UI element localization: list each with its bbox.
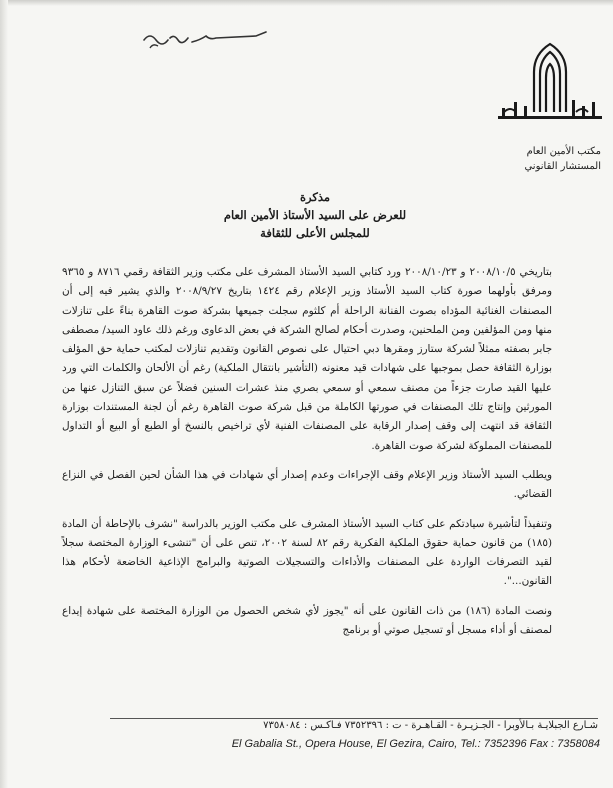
memo-recipient: للعرض على السيد الأستاذ الأمين العام (223, 208, 407, 222)
office-line-1: مكتب الأمين العام (526, 146, 601, 157)
footer-address-english: El Gabalia St., Opera House, El Gezira, Cairo, Tel.: 7352396 Fax : 7358084 (231, 738, 600, 750)
handwritten-note (140, 26, 270, 56)
paragraph-3: وتنفيذاً لتأشيرة سيادتكم على كتاب السيد الأستاذ المشرف على مكتب الوزير بالدراسة "نشرف بالإحاطة أن المادة (١٨٥) من قانون حماية حقوق الملكية الفكرية رقم ٨٢ لسنة ٢٠٠٢، تنص على أن "تنشىء الوزارة المختصة سجلاً لقيد التصرفات الواردة على المصنفات والأداءات والتسجيلات الصوتية والبرامج الإذاعية الخاضعة لأحكام هذا القانون...". (62, 517, 552, 588)
scan-edge-top (0, 0, 613, 6)
footer-address-arabic: شـارع الجبلايـة بـالأوبرا - الجـزيـرة - القـاهـرة - ت : ٧٣٥٢٣٩٦ فـاكـس : ٧٣٥٨٠٨٤ (263, 720, 598, 731)
office-line-2: المستشار القانوني (524, 161, 601, 172)
supreme-council-logo (494, 40, 606, 140)
office-header (471, 144, 601, 174)
memo-body (62, 263, 552, 640)
memo-title: مذكرة (299, 190, 331, 204)
paragraph-1: بتاريخي ٢٠٠٨/١٠/٥ و ٢٠٠٨/١٠/٢٣ ورد كتابي السيد الأستاذ المشرف على مكتب وزير الثقافة رقمي ٨٧١٦ و ٩٣٦٥ ومرفق بأولهما صورة كتاب السيد الأستاذ وزير الإعلام رقم ١٤٢٤ بتاريخ ٢٠٠٨/٩/٢٧ والذي يشير فيه إلى أن المصنفات الغنائية المؤداه بصوت الفنانة الراحلة أم كلثوم سجلت جميعها بشركة صوت القاهرة بناءً على تنازلات منها ومن المؤلفين ومن الملحنين، وصدرت أحكام لصالح الشركة في بعض الدعاوى ورغم ذلك عاود السيد/ مصطفى جابر بصفته ممثلاً لشركة ستارز ومقرها دبي احتيال على نصوص القانون وتقديم تنازلات لمكتب حماية حق المؤلف بوزارة الثقافة حصل بموجبها على شهادات قيد معنونه (التأشير بانتقال الملكية) رغم أن الألحان والكلمات التي ورد عليها القيد صارت جزءاً من مصنف سمعي أو سمعي بصري منذ عشرات السنين فضلاً عن سبق التنازل عنها من المورثين وإنتاج تلك المصنفات في صورتها الكاملة من قبل شركة صوت القاهرة رغم أن لجنة المستندات بوزارة الثقافة قد انتهت إلى وقف إصدار الرقابة على المصنفات الفنية لأي تراخيص بالنسخ أو الطبع أو البيع أو التداول للمصنفات المملوكة لشركة صوت القاهرة. (62, 266, 553, 452)
footer-divider (110, 718, 598, 719)
paragraph-2: ويطلب السيد الأستاذ وزير الإعلام وقف الإجراءات وعدم إصدار أي شهادات في هذا الشأن لحين الفصل في النزاع القضائي. (62, 468, 552, 501)
memo-council: للمجلس الأعلى للثقافة (260, 226, 370, 240)
memo-heading (150, 188, 480, 242)
scan-edge-left (0, 0, 8, 788)
paragraph-4: ونصت المادة (١٨٦) من ذات القانون على أنه "يجوز لأي شخص الحصول من الوزارة المختصة على شهادة إيداع لمصنف أو أداء مسجل أو تسجيل صوتي أو برنامج (62, 604, 552, 637)
